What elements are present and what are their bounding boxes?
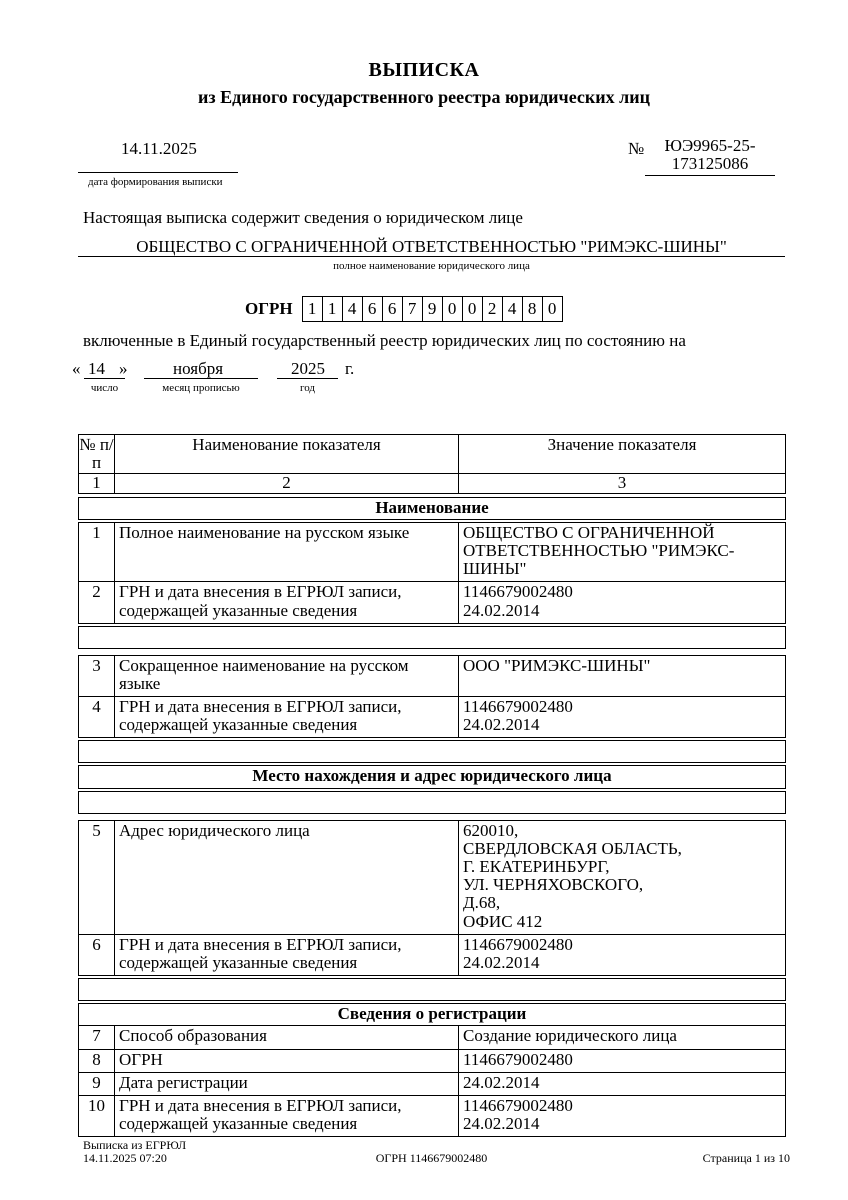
as-of-year: 2025 bbox=[291, 359, 325, 378]
row-number-cell: 9 bbox=[79, 1072, 115, 1095]
indicator-value-cell: Создание юридического лица bbox=[459, 1026, 786, 1049]
month-caption: месяц прописью bbox=[162, 382, 240, 394]
extract-number bbox=[645, 137, 775, 173]
company-name-caption: полное наименование юридического лица bbox=[333, 260, 530, 272]
row-number-cell: 5 bbox=[79, 820, 115, 934]
indicator-value-cell: 1146679002480 24.02.2014 bbox=[459, 582, 786, 623]
ogrn-digit-box-9: 2 bbox=[482, 296, 503, 322]
ogrn-digit-box-3: 6 bbox=[362, 296, 383, 322]
ogrn-digit-box-8: 0 bbox=[462, 296, 483, 322]
footer-doc-type: Выписка из ЕГРЮЛ bbox=[83, 1138, 187, 1152]
indicators-table bbox=[78, 434, 786, 1137]
column-header-1: Наименование показателя bbox=[115, 435, 459, 474]
indicator-name-cell: Способ образования bbox=[115, 1026, 459, 1049]
as-of-month: ноября bbox=[173, 359, 224, 378]
table-row-9 bbox=[79, 1072, 786, 1095]
column-header-0: № п/п bbox=[79, 435, 114, 473]
section-header-label: Место нахождения и адрес юридического лица bbox=[79, 766, 786, 788]
gap-cell bbox=[79, 648, 786, 655]
month-underline bbox=[144, 378, 258, 379]
indicator-value-cell: 1146679002480 bbox=[459, 1049, 786, 1072]
day-underline bbox=[84, 378, 125, 379]
indicator-name-cell: ГРН и дата внесения в ЕГРЮЛ записи, содержащей указанные сведения bbox=[115, 1095, 459, 1136]
as-of-date-row bbox=[0, 357, 848, 399]
ogrn-digit-box-1: 1 bbox=[322, 296, 343, 322]
column-header-2: Значение показателя bbox=[459, 435, 786, 474]
footer-generated-at: 14.11.2025 07:20 bbox=[83, 1150, 167, 1165]
row-number-cell: 6 bbox=[79, 934, 115, 975]
row-number-cell: 2 bbox=[79, 582, 115, 623]
gap-cell bbox=[79, 813, 786, 820]
company-name-underline bbox=[78, 256, 785, 257]
extract-number-line1: ЮЭ9965-25- bbox=[664, 136, 756, 155]
ogrn-digit-box-11: 8 bbox=[522, 296, 543, 322]
table-row-10 bbox=[79, 1095, 786, 1136]
extract-number-underline bbox=[645, 175, 775, 176]
indicator-name-cell: Сокращенное наименование на русском языке bbox=[115, 655, 459, 696]
table-row-4 bbox=[79, 697, 786, 738]
column-number-1: 2 bbox=[115, 474, 459, 493]
section-header-row bbox=[79, 1004, 786, 1026]
indicator-name-cell: ГРН и дата внесения в ЕГРЮЛ записи, содержащей указанные сведения bbox=[115, 934, 459, 975]
ogrn-digit-box-0: 1 bbox=[302, 296, 323, 322]
indicator-value-cell: ООО "РИМЭКС-ШИНЫ" bbox=[459, 655, 786, 696]
indicator-value-cell: ОБЩЕСТВО С ОГРАНИЧЕННОЙ ОТВЕТСТВЕННОСТЬЮ "РИМЭКС- ШИНЫ" bbox=[459, 522, 786, 582]
company-full-name: ОБЩЕСТВО С ОГРАНИЧЕННОЙ ОТВЕТСТВЕННОСТЬЮ "РИМЭКС-ШИНЫ" bbox=[136, 237, 727, 256]
table-row-2 bbox=[79, 582, 786, 623]
section-header-row bbox=[79, 766, 786, 788]
indicator-name-cell: Адрес юридического лица bbox=[115, 820, 459, 934]
block-gap bbox=[79, 813, 786, 820]
indicator-name-cell: Полное наименование на русском языке bbox=[115, 522, 459, 582]
open-quote: « bbox=[72, 359, 81, 378]
document-subtitle: из Единого государственного реестра юридических лиц bbox=[198, 87, 650, 107]
row-number-cell: 4 bbox=[79, 697, 115, 738]
table-header-row bbox=[79, 435, 786, 474]
intro-text: Настоящая выписка содержит сведения о юридическом лице bbox=[83, 208, 523, 227]
indicator-value-cell: 1146679002480 24.02.2014 bbox=[459, 697, 786, 738]
table-row-8 bbox=[79, 1049, 786, 1072]
column-numbers-row bbox=[79, 474, 786, 493]
day-caption: число bbox=[90, 382, 119, 394]
block-gap bbox=[79, 648, 786, 655]
indicator-name-cell: ГРН и дата внесения в ЕГРЮЛ записи, содержащей указанные сведения bbox=[115, 582, 459, 623]
indicator-value-cell: 620010, СВЕРДЛОВСКАЯ ОБЛАСТЬ, Г. ЕКАТЕРИНБУРГ, УЛ. ЧЕРНЯХОВСКОГО, Д.68, ОФИС 412 bbox=[459, 820, 786, 934]
indicator-name-cell: ОГРН bbox=[115, 1049, 459, 1072]
as-of-day: 14 bbox=[88, 359, 105, 378]
ogrn-digit-box-4: 6 bbox=[382, 296, 403, 322]
section-header-label: Наименование bbox=[79, 497, 786, 519]
spacer-cell bbox=[79, 626, 786, 648]
year-underline bbox=[277, 378, 338, 379]
footer-page-info: Страница 1 из 10 bbox=[702, 1151, 790, 1165]
spacer-row bbox=[79, 791, 786, 813]
row-number-cell: 3 bbox=[79, 655, 115, 696]
row-number-cell: 10 bbox=[79, 1095, 115, 1136]
ogrn-digit-box-7: 0 bbox=[442, 296, 463, 322]
indicator-name-cell: ГРН и дата внесения в ЕГРЮЛ записи, содержащей указанные сведения bbox=[115, 697, 459, 738]
indicator-name-cell: Дата регистрации bbox=[115, 1072, 459, 1095]
table-row-6 bbox=[79, 934, 786, 975]
formation-date-underline bbox=[78, 172, 238, 173]
indicator-value-cell: 1146679002480 24.02.2014 bbox=[459, 934, 786, 975]
spacer-row bbox=[79, 741, 786, 763]
spacer-row bbox=[79, 979, 786, 1001]
table-row-7 bbox=[79, 1026, 786, 1049]
column-number-2: 3 bbox=[459, 474, 786, 493]
year-suffix: г. bbox=[345, 359, 355, 378]
spacer-cell bbox=[79, 741, 786, 763]
spacer-cell bbox=[79, 791, 786, 813]
ogrn-digit-box-2: 4 bbox=[342, 296, 363, 322]
column-number-0: 1 bbox=[79, 474, 115, 493]
row-number-cell: 1 bbox=[79, 522, 115, 582]
spacer-cell bbox=[79, 979, 786, 1001]
included-text: включенные в Единый государственный реестр юридических лиц по состоянию на bbox=[83, 331, 686, 350]
formation-date-caption: дата формирования выписки bbox=[88, 176, 223, 188]
table-row-5 bbox=[79, 820, 786, 934]
section-header-label: Сведения о регистрации bbox=[79, 1004, 786, 1026]
ogrn-digit-box-5: 7 bbox=[402, 296, 423, 322]
ogrn-digit-boxes bbox=[302, 296, 563, 322]
footer-ogrn: ОГРН 1146679002480 bbox=[375, 1151, 488, 1165]
ogrn-row bbox=[245, 296, 563, 322]
ogrn-label: ОГРН bbox=[245, 299, 293, 318]
document-title: ВЫПИСКА bbox=[368, 59, 480, 81]
ogrn-digit-box-12: 0 bbox=[542, 296, 563, 322]
row-number-cell: 8 bbox=[79, 1049, 115, 1072]
extract-number-sign: № bbox=[628, 139, 645, 158]
section-header-row bbox=[79, 497, 786, 519]
ogrn-digit-box-6: 9 bbox=[422, 296, 443, 322]
formation-date: 14.11.2025 bbox=[121, 139, 197, 158]
table-row-1 bbox=[79, 522, 786, 582]
year-caption: год bbox=[299, 382, 316, 394]
indicator-value-cell: 1146679002480 24.02.2014 bbox=[459, 1095, 786, 1136]
ogrn-digit-box-10: 4 bbox=[502, 296, 523, 322]
table-row-3 bbox=[79, 655, 786, 696]
indicator-value-cell: 24.02.2014 bbox=[459, 1072, 786, 1095]
spacer-row bbox=[79, 626, 786, 648]
row-number-cell: 7 bbox=[79, 1026, 115, 1049]
extract-number-line2: 173125086 bbox=[671, 154, 749, 173]
close-quote: » bbox=[119, 359, 128, 378]
